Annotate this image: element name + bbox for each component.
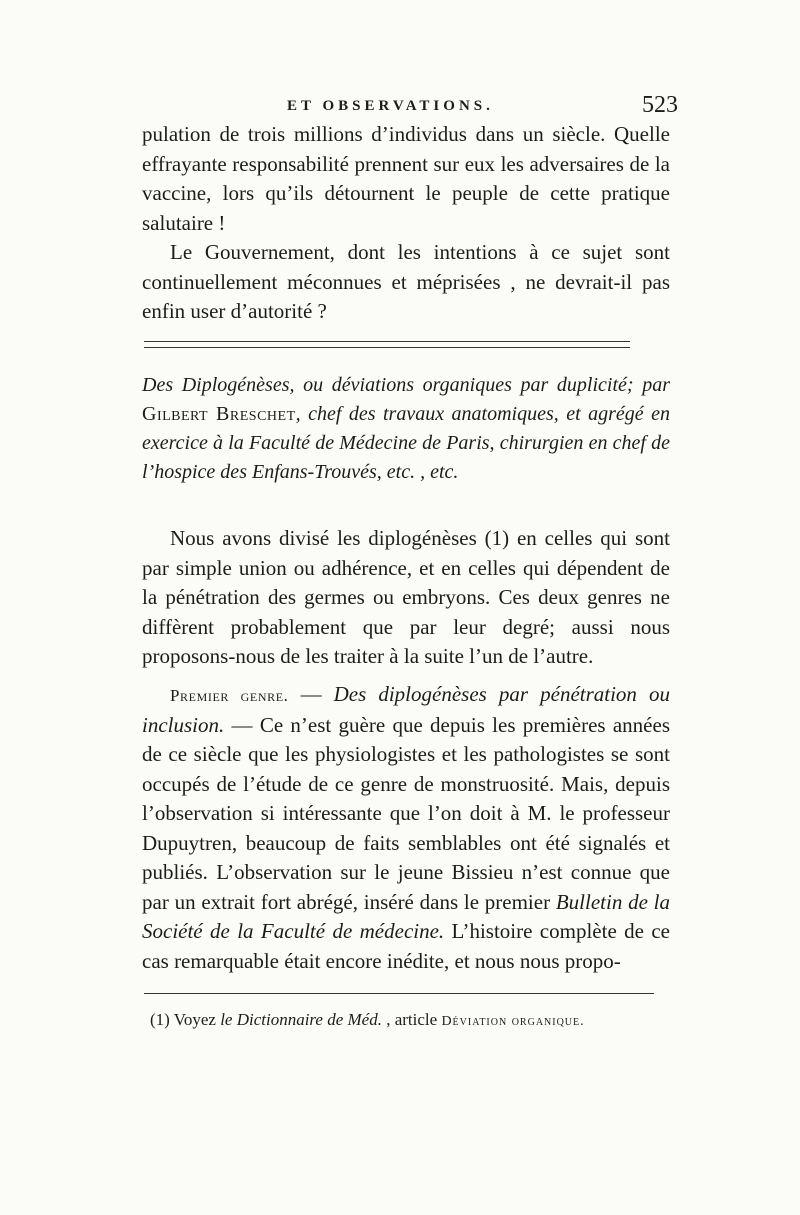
article-title-part2: , chef des travaux anatomiques, et agrégé en exercice à la Faculté de Médecine de Paris, chirurgien en chef de l’hospice des Enfans-Trouvés, etc. , etc. — [142, 403, 670, 483]
genre-heading: Des diplogénèses par pénétration ou inclusion. — [142, 682, 670, 737]
genre-text-2: L’histoire complète de ce cas remarquable était encore inédite, et nous nous propo- — [142, 919, 670, 973]
genre-label: Premier genre. — [170, 686, 289, 705]
genre-paragraph-block — [142, 680, 670, 976]
top-paragraphs — [142, 120, 670, 327]
footnote-mid: , article — [381, 1010, 442, 1029]
section-rule-top — [144, 341, 630, 342]
footnote-article: Déviation organique. — [441, 1014, 585, 1029]
genre-paragraph — [142, 680, 670, 976]
genre-text-1: — Ce n’est guère que depuis les premières années de ce siècle que les physiologistes et les pathologistes se sont occupés de l’étude de ce genre de monstruosité. Mais, depuis l’observation si intéressante que l’on doit à M. le professeur Dupuytren, beaucoup de faits semblables ont été signalés et publiés. L’observation sur le jeune Bissieu n’est connue que par un extrait fort abrégé, inséré dans le premier — [142, 712, 670, 914]
footnote-mark: (1) Voyez — [150, 1010, 221, 1029]
intro-paragraph-block — [142, 524, 670, 672]
genre-dash: — — [288, 682, 334, 706]
footnote-reference: le Dictionnaire de Méd. — [220, 1010, 382, 1029]
article-title-part1: Des Diplogénèses, ou déviations organiques par duplicité; par — [142, 374, 670, 396]
paragraph-vaccine: pulation de trois millions d’individus dans un siècle. Quelle effrayante responsabilité prennent sur eux les adversaires de la vaccine, lors qu’ils détournent le peuple de cette pratique salutaire ! — [142, 122, 670, 235]
footnote-separator — [144, 993, 654, 994]
article-title — [142, 371, 670, 487]
paragraph-government: Le Gouvernement, dont les intentions à ce sujet sont continuellement méconnues et méprisées , ne devrait-il pas enfin user d’autorité ? — [142, 240, 670, 323]
bulletin-reference: Bulletin de la Société de la Faculté de médecine. — [142, 889, 670, 943]
running-title: ET OBSERVATIONS. — [287, 98, 494, 114]
footnote — [150, 1008, 670, 1034]
section-rule-bottom — [144, 347, 630, 348]
article-author: Gilbert Breschet — [142, 403, 296, 425]
page-number: 523 — [642, 92, 678, 118]
running-head — [142, 92, 678, 122]
intro-paragraph: Nous avons divisé les diplogénèses (1) en celles qui sont par simple union ou adhérence, et en celles qui dépendent de la pénétration des germes ou embryons. Ces deux genres ne diffèrent probablement que par leur degré; aussi nous proposons-nous de les traiter à la suite l’un de l’autre. — [142, 526, 670, 668]
